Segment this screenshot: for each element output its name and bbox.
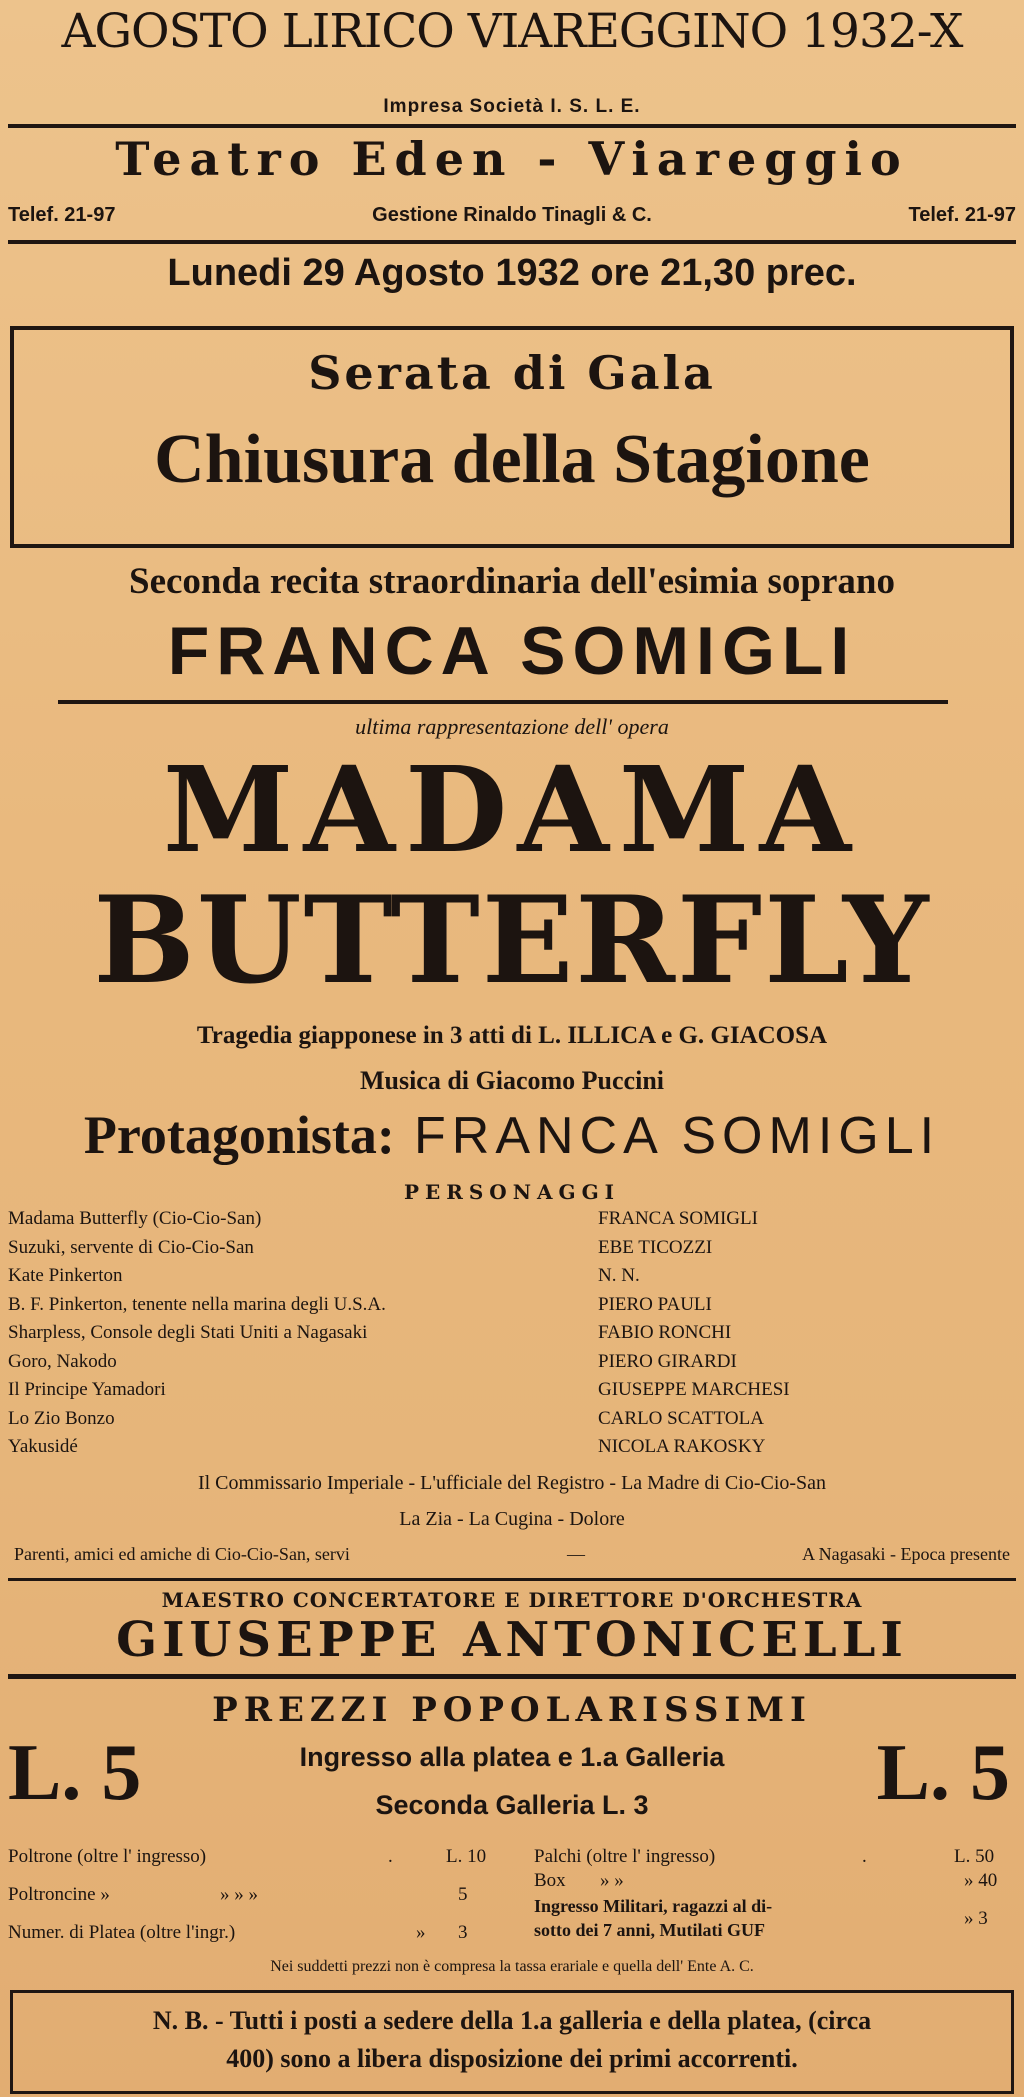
price-right: L. 5 bbox=[876, 1729, 1010, 1817]
price-label: Numer. di Platea (oltre l'ingr.) bbox=[8, 1922, 236, 1943]
cast-role: B. F. Pinkerton, tenente nella marina degli U.S.A. bbox=[8, 1293, 386, 1315]
festival-title: AGOSTO LIRICO VIAREGGINO 1932-X bbox=[61, 4, 963, 59]
price-dots: » » bbox=[600, 1870, 624, 1891]
cast-role: Il Principe Yamadori bbox=[8, 1379, 166, 1400]
theatre-name: Teatro Eden - Viareggio bbox=[115, 132, 909, 186]
nb-line-2: 400) sono a libera disposizione dei primi accorrenti. bbox=[226, 2044, 798, 2073]
divider bbox=[8, 124, 1016, 128]
price-dots: » bbox=[416, 1922, 426, 1943]
parenti-right: A Nagasaki - Epoca presente bbox=[802, 1544, 1010, 1564]
price-dots: . bbox=[862, 1846, 867, 1867]
cast-singer: PIERO PAULI bbox=[598, 1293, 712, 1315]
cast-row bbox=[8, 1351, 1016, 1379]
cast-singer: CARLO SCATTOLA bbox=[598, 1407, 764, 1429]
cast-singer: N. N. bbox=[598, 1265, 640, 1286]
cast-singer: FABIO RONCHI bbox=[598, 1322, 732, 1343]
prezzi-heading: PREZZI POPOLARISSIMI bbox=[212, 1690, 812, 1730]
price-value: » 40 bbox=[964, 1870, 998, 1891]
tragedia-line: Tragedia giapponese in 3 atti di L. ILLICA e G. GIACOSA bbox=[196, 1022, 828, 1049]
cast-row bbox=[8, 1408, 1016, 1436]
price-value: 5 bbox=[458, 1884, 468, 1905]
protagonista-line bbox=[0, 1104, 1024, 1166]
cast-singer: FRANCA SOMIGLI bbox=[598, 1208, 758, 1229]
cast-row bbox=[8, 1379, 1016, 1407]
parenti-row bbox=[8, 1544, 1016, 1565]
militari-line-2: sotto dei 7 anni, Mutilati GUF bbox=[534, 1920, 766, 1940]
cast-singer: EBE TICOZZI bbox=[598, 1236, 713, 1258]
gestione: Gestione Rinaldo Tinagli & C. bbox=[372, 204, 652, 226]
militari-line-1: Ingresso Militari, ragazzi al di- bbox=[534, 1896, 773, 1916]
parenti-left: Parenti, amici ed amiche di Cio-Cio-San, servi bbox=[14, 1544, 350, 1564]
impresa-line: Impresa Società I. S. L. E. bbox=[383, 96, 641, 117]
divider bbox=[8, 240, 1016, 244]
cast-row bbox=[8, 1265, 1016, 1293]
cast-role: Suzuki, servente di Cio-Cio-San bbox=[8, 1236, 254, 1258]
cast-row bbox=[8, 1322, 1016, 1350]
gala-line1: Serata di Gala bbox=[308, 346, 716, 400]
cast-row bbox=[8, 1208, 1016, 1236]
ingresso-line: Ingresso alla platea e 1.a Galleria bbox=[299, 1742, 725, 1772]
price-dots: . bbox=[388, 1846, 393, 1867]
cast-singer: GIUSEPPE MARCHESI bbox=[598, 1379, 790, 1400]
minor-roles-1: Il Commissario Imperiale - L'ufficiale del Registro - La Madre di Cio-Cio-San bbox=[197, 1472, 827, 1494]
protagonista-name: FRANCA SOMIGLI bbox=[414, 1107, 941, 1165]
divider bbox=[8, 1674, 1016, 1679]
parenti-dash: — bbox=[567, 1544, 585, 1564]
protagonista-label: Protagonista: bbox=[83, 1105, 395, 1165]
date-line: Lunedi 29 Agosto 1932 ore 21,30 prec. bbox=[167, 252, 857, 294]
conductor-label: MAESTRO CONCERTATORE E DIRETTORE D'ORCHESTRA bbox=[161, 1588, 863, 1612]
cast-role: Sharpless, Console degli Stati Uniti a Nagasaki bbox=[8, 1322, 368, 1343]
cast-role: Lo Zio Bonzo bbox=[8, 1407, 115, 1429]
divider bbox=[8, 1578, 1016, 1581]
militari-value: » 3 bbox=[964, 1908, 988, 1929]
price-label: Box bbox=[534, 1870, 566, 1891]
price-label: Palchi (oltre l' ingresso) bbox=[534, 1846, 716, 1867]
personaggi-heading: PERSONAGGI bbox=[403, 1180, 621, 1204]
cast-row bbox=[8, 1436, 1016, 1464]
price-dots: » » » bbox=[220, 1884, 258, 1905]
soprano-name: FRANCA SOMIGLI bbox=[167, 613, 857, 689]
seconda-galleria-line: Seconda Galleria L. 3 bbox=[375, 1790, 649, 1820]
cast-role: Yakusidé bbox=[8, 1436, 78, 1457]
price-label: Poltroncine » bbox=[8, 1884, 110, 1905]
minor-roles-2: La Zia - La Cugina - Dolore bbox=[399, 1508, 625, 1530]
price-left: L. 5 bbox=[8, 1729, 142, 1817]
price-value: 3 bbox=[458, 1922, 468, 1943]
telef-right: Telef. 21-97 bbox=[908, 204, 1016, 226]
recita-line: Seconda recita straordinaria dell'esimia soprano bbox=[129, 561, 895, 602]
opera-title-2: BUTTERFLY bbox=[93, 870, 931, 1011]
cast-singer: NICOLA RAKOSKY bbox=[598, 1436, 766, 1457]
tassa-note: Nei suddetti prezzi non è compresa la tassa erariale e quella dell' Ente A. C. bbox=[270, 1958, 754, 1975]
musica-line: Musica di Giacomo Puccini bbox=[359, 1066, 665, 1095]
ultima-line: ultima rappresentazione dell' opera bbox=[355, 714, 669, 739]
price-label: Poltrone (oltre l' ingresso) bbox=[8, 1846, 207, 1867]
price-value: L. 50 bbox=[954, 1846, 995, 1867]
opera-title-1: MADAMA bbox=[162, 740, 862, 879]
cast-role: Goro, Nakodo bbox=[8, 1350, 117, 1372]
divider bbox=[58, 700, 948, 704]
telef-left: Telef. 21-97 bbox=[8, 204, 116, 226]
price-value: L. 10 bbox=[446, 1846, 487, 1867]
gala-line2: Chiusura della Stagione bbox=[154, 421, 870, 498]
cast-row bbox=[8, 1237, 1016, 1265]
cast-singer: PIERO GIRARDI bbox=[598, 1350, 737, 1372]
nb-line-1: N. B. - Tutti i posti a sedere della 1.a galleria e della platea, (circa bbox=[152, 2006, 872, 2035]
telef-row bbox=[8, 204, 1016, 227]
cast-role: Madama Butterfly (Cio-Cio-San) bbox=[8, 1208, 262, 1229]
cast-role: Kate Pinkerton bbox=[8, 1265, 123, 1286]
cast-row bbox=[8, 1294, 1016, 1322]
conductor-name: GIUSEPPE ANTONICELLI bbox=[116, 1612, 908, 1668]
